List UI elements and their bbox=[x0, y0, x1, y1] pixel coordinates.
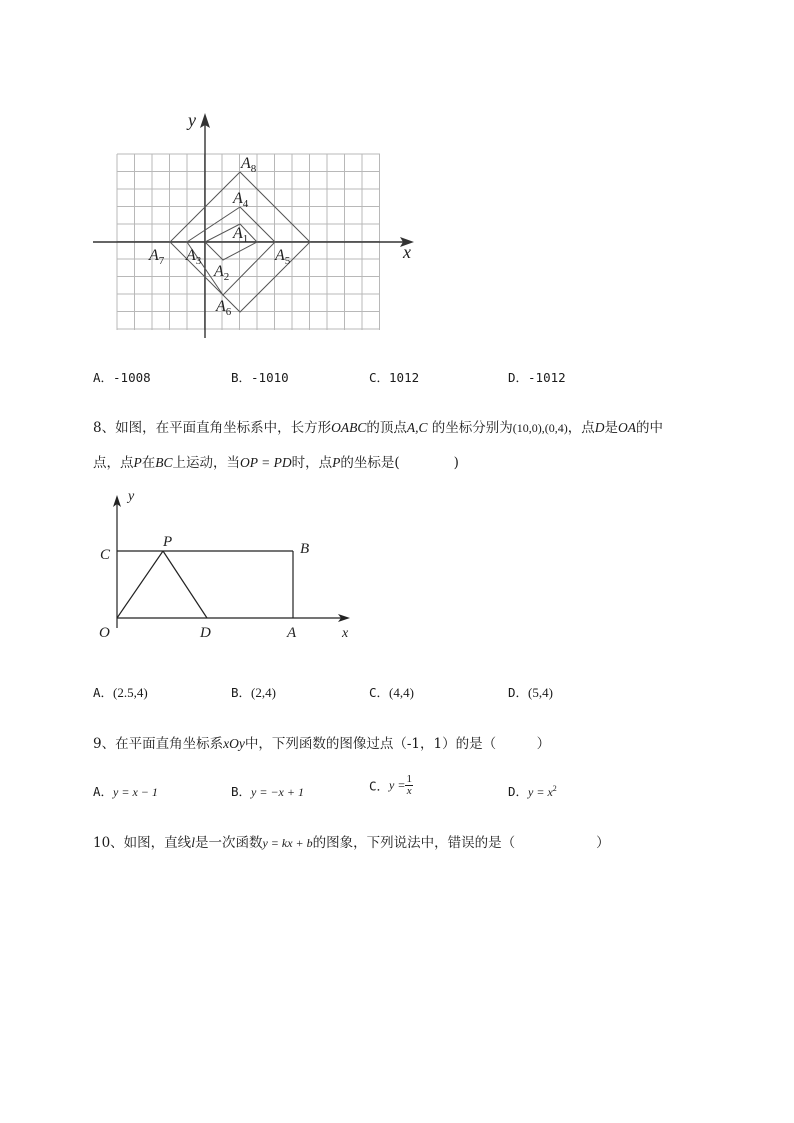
q8-option-b[interactable]: B．(2,4) bbox=[231, 685, 276, 700]
point-a-label: A bbox=[287, 625, 297, 641]
q8-x-label: x bbox=[342, 626, 349, 641]
q8-option-a[interactable]: A．(2.5,4) bbox=[93, 685, 148, 700]
point-c-label: C bbox=[100, 547, 111, 563]
point-a7-label: $A_7$ bbox=[149, 247, 165, 267]
point-p-label: P bbox=[163, 534, 173, 550]
point-a3-label: $A_3$ bbox=[186, 247, 202, 267]
rectangle-figure bbox=[0, 480, 400, 650]
point-a8-label: $A_8$ bbox=[241, 155, 257, 175]
q8-option-c[interactable]: C．(4,4) bbox=[369, 685, 414, 700]
q10-stem: 10、如图，直线l是一次函数y = kx + b的图象，下列说法中，错误的是（ ） bbox=[93, 835, 610, 851]
point-o-label: O bbox=[99, 625, 110, 641]
q7-option-c[interactable]: C．1012 bbox=[369, 370, 420, 385]
y-axis-label: y bbox=[188, 110, 196, 130]
x-axis-label: x bbox=[403, 242, 411, 262]
point-b-label: B bbox=[300, 541, 310, 557]
segment-pd bbox=[163, 551, 207, 618]
fraction: $\frac{1}{x}$ bbox=[406, 773, 412, 797]
q7-option-b[interactable]: B．-1010 bbox=[231, 370, 289, 385]
point-a4-label: $A_4$ bbox=[233, 190, 249, 210]
point-a6-label: $A_6$ bbox=[216, 298, 232, 318]
point-a1-label: $A_1$ bbox=[233, 225, 249, 245]
q7-option-a[interactable]: A．-1008 bbox=[93, 370, 151, 385]
q8-stem-line1: 8、如图，在平面直角坐标系中，长方形OABC的顶点A,C 的坐标分别为(10,0),(0,4)，点D是OA的中 bbox=[93, 420, 664, 436]
q9-stem: 9、在平面直角坐标系xOy中，下列函数的图像过点（-1，1）的是（ ） bbox=[93, 736, 551, 752]
q7-option-d[interactable]: D．-1012 bbox=[508, 370, 566, 385]
q9-option-d[interactable]: D．$y = x^2$ bbox=[508, 783, 557, 799]
segment-op bbox=[117, 551, 163, 618]
grid-figure bbox=[0, 0, 794, 360]
q9-option-b[interactable]: B．y = −x + 1 bbox=[231, 784, 304, 799]
point-d-label: D bbox=[200, 625, 211, 641]
q8-stem-line2: 点，点P在BC上运动，当OP = PD时，点P的坐标是( ) bbox=[93, 455, 459, 471]
q9-option-c[interactable]: C．y = $\frac{1}{x}$ bbox=[369, 773, 412, 797]
square-middle bbox=[187, 207, 275, 295]
point-a2-label: $A_2$ bbox=[214, 263, 230, 283]
q9-option-a[interactable]: A．y = x − 1 bbox=[93, 784, 158, 799]
q8-y-label: y bbox=[128, 489, 135, 504]
point-a5-label: $A_5$ bbox=[275, 247, 291, 267]
q8-option-d[interactable]: D．(5,4) bbox=[508, 685, 553, 700]
